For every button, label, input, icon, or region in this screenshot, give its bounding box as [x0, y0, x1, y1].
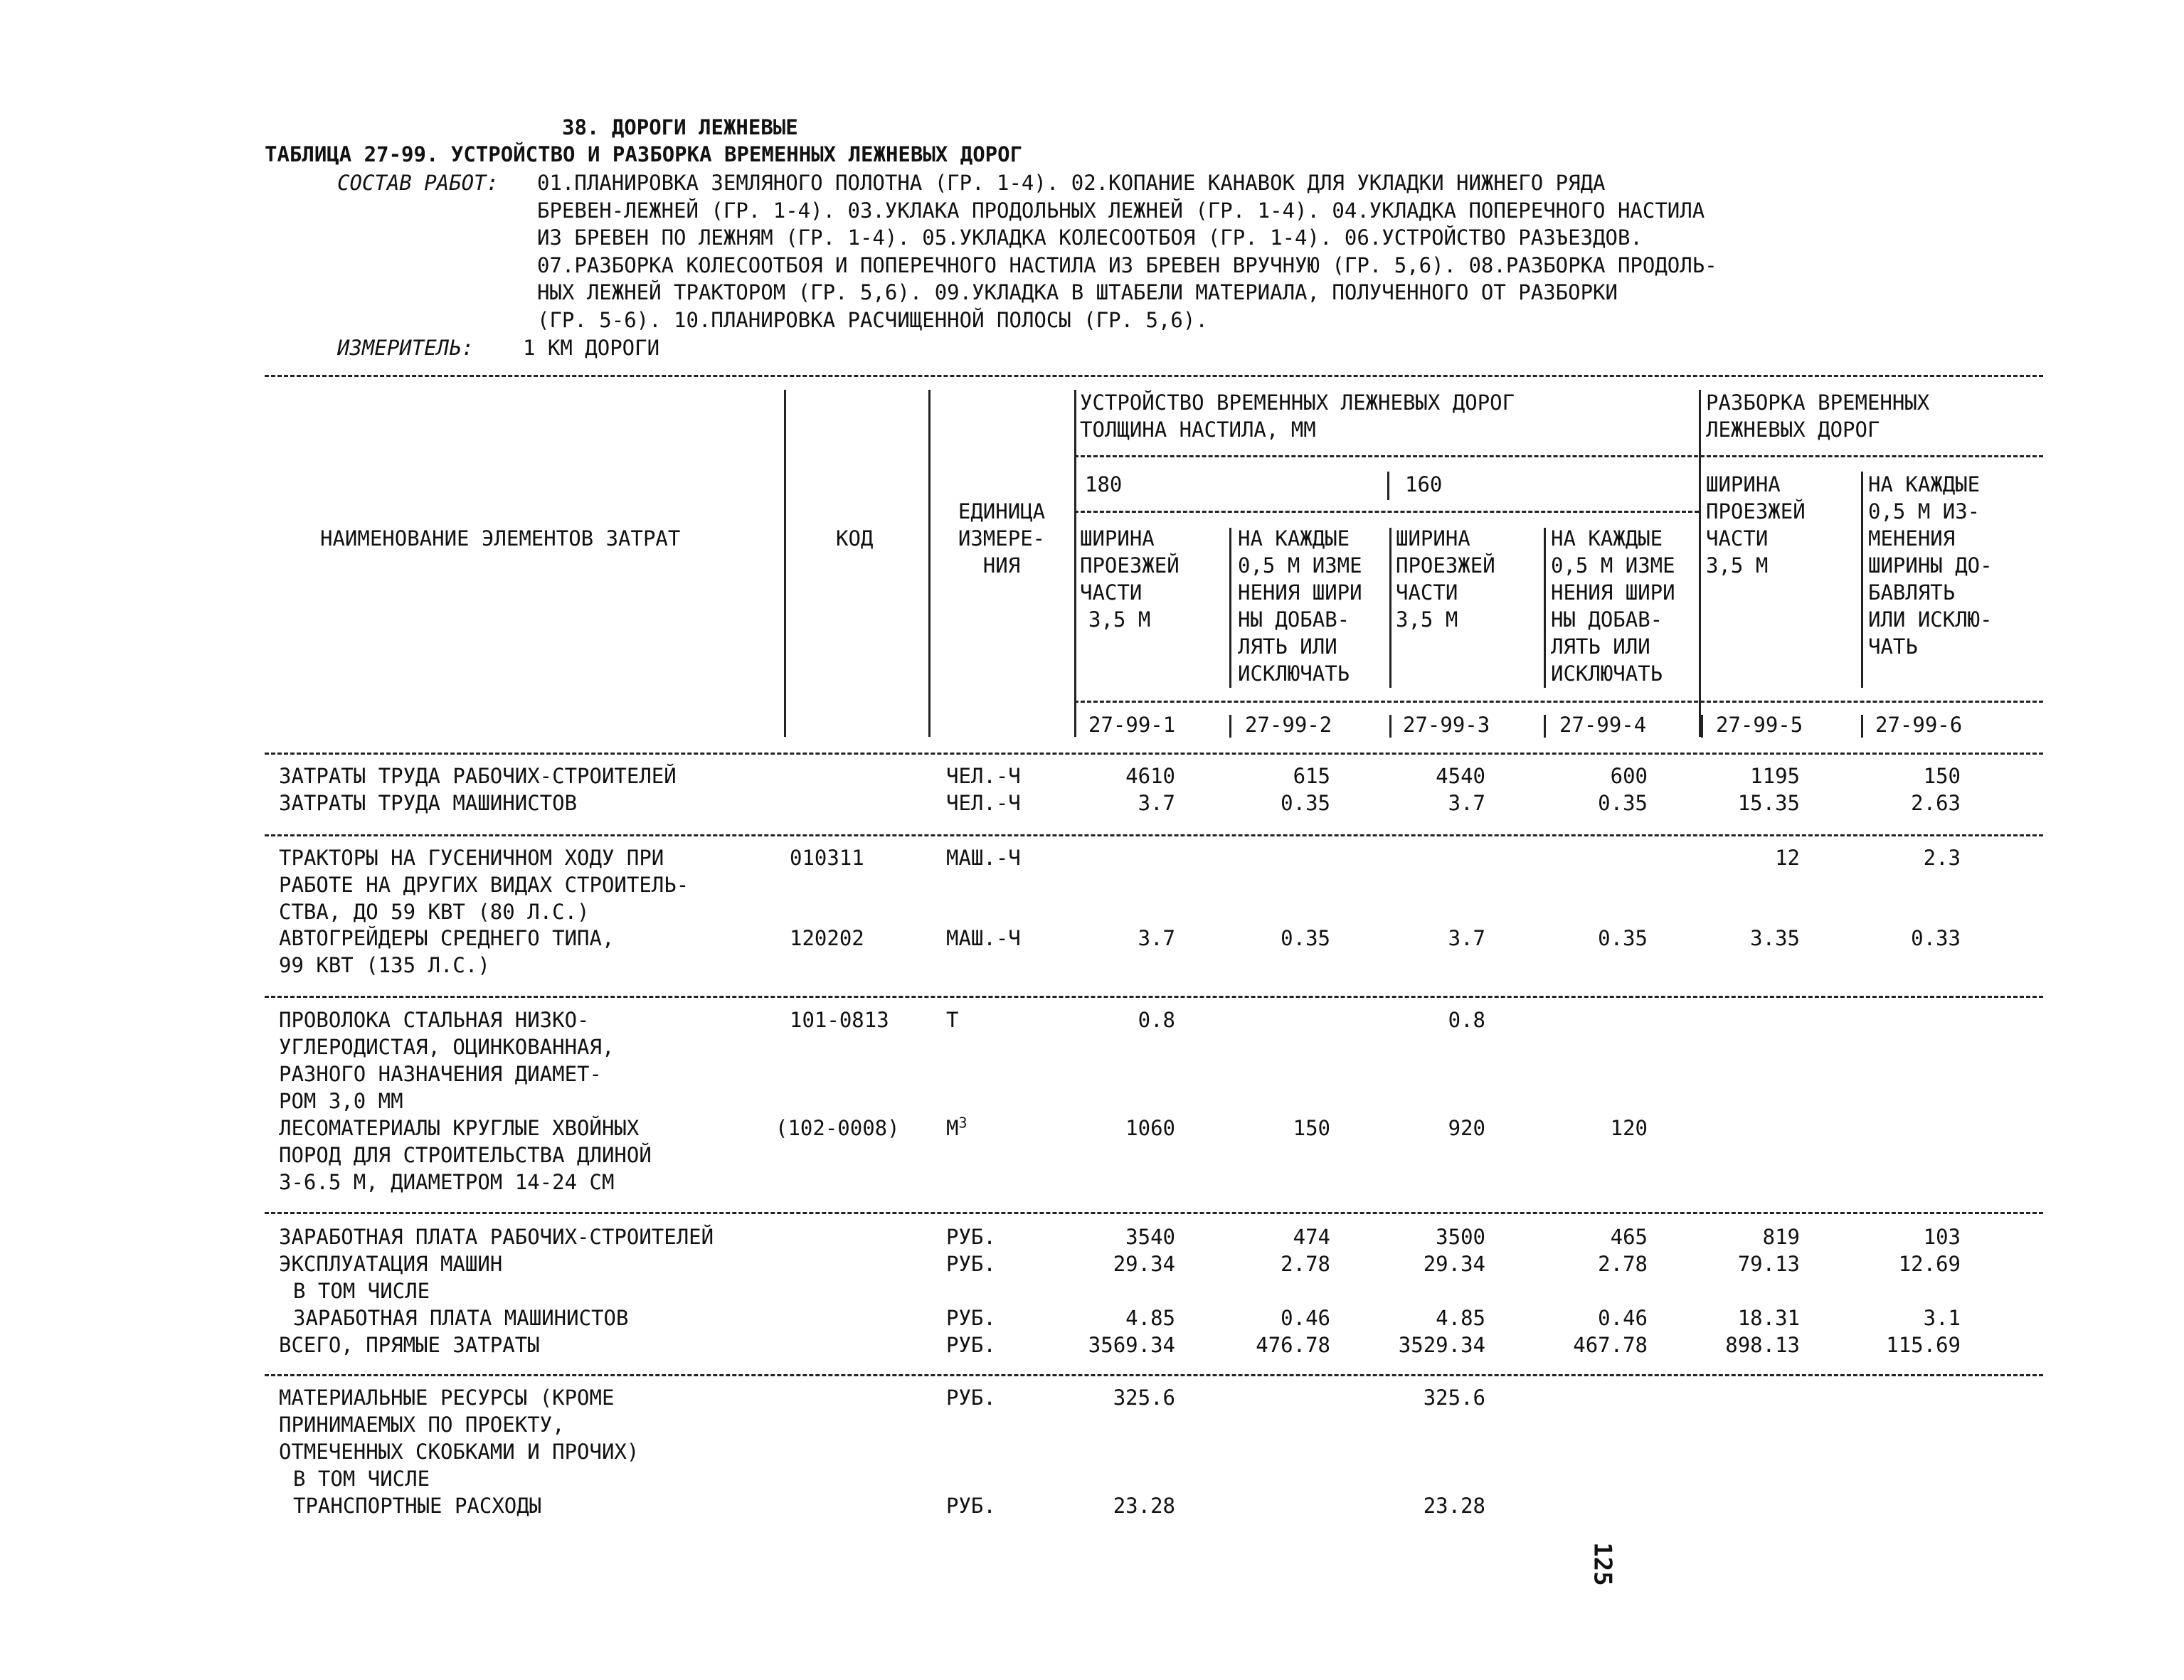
header-group-b-line: РАЗБОРКА ВРЕМЕННЫХ	[1706, 390, 1930, 415]
row-value: 3.1	[1923, 1306, 1961, 1330]
col-rule-group-a	[1074, 390, 1076, 737]
col-rule-3	[1389, 528, 1391, 688]
row-name: ВСЕГО, ПРЯМЫЕ ЗАТРАТЫ	[279, 1333, 540, 1357]
header-col-line: НА КАЖДЫЕ	[1238, 526, 1350, 551]
row-value: 23.28	[1113, 1494, 1175, 1518]
row-value: 0.35	[1281, 791, 1330, 815]
row-unit-superscript: 3	[958, 1114, 968, 1132]
row-name: СТВА, ДО 59 КВТ (80 Л.С.)	[279, 900, 590, 924]
measure-label: ИЗМЕРИТЕЛЬ:	[337, 336, 475, 360]
header-col5-line: ЧАСТИ	[1706, 526, 1769, 551]
row-code: 120202	[790, 926, 864, 950]
row-value: 29.34	[1113, 1252, 1175, 1276]
row-value: 2.3	[1923, 846, 1961, 870]
works-line: 01.ПЛАНИРОВКА ЗЕМЛЯНОГО ПОЛОТНА (ГР. 1-4). 02.КОПАНИЕ КАНАВОК ДЛЯ УКЛАДКИ НИЖНЕГО РЯДА	[537, 171, 1606, 195]
row-unit-text: М	[946, 1116, 959, 1140]
table-top-rule	[265, 375, 2043, 377]
col-rule-unit	[928, 390, 931, 737]
col-rule-group-b	[1699, 390, 1701, 737]
header-col6-line: ИЛИ ИСКЛЮ-	[1868, 607, 1993, 632]
row-value: 1060	[1125, 1116, 1175, 1140]
header-col6-line: НА КАЖДЫЕ	[1868, 472, 1981, 496]
row-unit	[946, 1384, 996, 1411]
column-code: 27-99-1	[1088, 713, 1176, 737]
row-value: 325.6	[1113, 1386, 1175, 1410]
row-value: 150	[1923, 764, 1961, 788]
header-col-line: 3,5 М	[1088, 607, 1151, 632]
row-unit	[946, 790, 1021, 817]
row-name: ЗАТРАТЫ ТРУДА РАБОЧИХ-СТРОИТЕЛЕЙ	[279, 764, 677, 788]
row-value: 4540	[1436, 764, 1485, 788]
row-code: 101-0813	[790, 1008, 889, 1032]
works-line: БРЕВЕН-ЛЕЖНЕЙ (ГР. 1-4). 03.УКЛАКА ПРОДОЛЬНЫХ ЛЕЖНЕЙ (ГР. 1-4). 04.УКЛАДКА ПОПЕРЕЧНОГО НАСТИЛА	[537, 198, 1705, 223]
code-rule-4	[1544, 715, 1546, 738]
header-col6-line: МЕНЕНИЯ	[1868, 526, 1956, 551]
row-value: 0.46	[1598, 1306, 1648, 1330]
works-line: НЫХ ЛЕЖНЕЙ ТРАКТОРОМ (ГР. 5,6). 09.УКЛАДКА В ШТАБЕЛИ МАТЕРИАЛА, ПОЛУЧЕННОГО ОТ РАЗБОРКИ	[537, 280, 1618, 304]
row-name: В ТОМ ЧИСЛЕ	[293, 1279, 430, 1303]
row-value: 600	[1610, 764, 1648, 788]
row-value: 3.7	[1138, 791, 1175, 815]
header-col-line: ЛЯТЬ ИЛИ	[1551, 634, 1650, 659]
header-col-line: ИСКЛЮЧАТЬ	[1238, 661, 1350, 686]
header-col6-line: 0,5 М ИЗ-	[1868, 499, 1981, 523]
works-line: ИЗ БРЕВЕН ПО ЛЕЖНЯМ (ГР. 1-4). 05.УКЛАДКА КОЛЕСООТБОЯ (ГР. 1-4). 06.УСТРОЙСТВО РАЗЪЕЗДОВ.	[537, 225, 1643, 250]
col-rule-4	[1544, 528, 1546, 688]
row-value: 3569.34	[1088, 1333, 1175, 1357]
header-unit-line: НИЯ	[982, 553, 1021, 578]
row-value: 819	[1762, 1225, 1800, 1249]
row-value: 0.35	[1598, 926, 1648, 950]
row-value: 2.63	[1911, 791, 1961, 815]
row-name: ЭКСПЛУАТАЦИЯ МАШИН	[279, 1252, 503, 1276]
row-unit-text: ЧЕЛ.-Ч	[946, 764, 1021, 788]
row-name: РОМ 3,0 ММ	[279, 1089, 403, 1113]
row-unit-text: РУБ.	[946, 1386, 996, 1410]
row-value: 103	[1923, 1225, 1961, 1249]
row-value: 3500	[1436, 1225, 1485, 1249]
row-unit	[946, 844, 1021, 871]
header-thickness-180: 180	[1085, 472, 1123, 496]
row-name: ЛЕСОМАТЕРИАЛЫ КРУГЛЫЕ ХВОЙНЫХ	[279, 1116, 640, 1140]
row-value: 79.13	[1737, 1252, 1800, 1276]
row-value: 0.46	[1281, 1306, 1330, 1330]
row-value: 2.78	[1598, 1252, 1648, 1276]
code-rule-2	[1229, 715, 1231, 738]
row-value: 2.78	[1281, 1252, 1330, 1276]
row-value: 467.78	[1573, 1333, 1648, 1357]
row-value: 474	[1293, 1225, 1330, 1249]
measure-value: 1 КМ ДОРОГИ	[523, 336, 660, 360]
col-rule-2	[1229, 528, 1231, 688]
row-value: 1195	[1750, 764, 1800, 788]
header-group-a-line: УСТРОЙСТВО ВРЕМЕННЫХ ЛЕЖНЕВЫХ ДОРОГ	[1080, 390, 1515, 415]
header-col5-line: ПРОЕЗЖЕЙ	[1706, 499, 1806, 523]
header-group-b-line: ЛЕЖНЕВЫХ ДОРОГ	[1706, 418, 1880, 442]
row-code: (102-0008)	[775, 1116, 900, 1140]
row-value: 0.8	[1448, 1008, 1485, 1032]
row-value: 0.35	[1598, 791, 1648, 815]
code-rule-6	[1861, 715, 1863, 738]
header-col5-line: 3,5 М	[1706, 553, 1769, 578]
header-col-line: ЧАСТИ	[1396, 580, 1458, 605]
row-unit	[946, 1304, 996, 1331]
row-name: ПРИНИМАЕМЫХ ПО ПРОЕКТУ,	[279, 1413, 565, 1437]
header-rule-codes	[1074, 701, 2043, 703]
row-unit	[946, 1223, 996, 1250]
row-value: 898.13	[1725, 1333, 1800, 1357]
row-value: 4.85	[1125, 1306, 1175, 1330]
header-unit-line: ИЗМЕРЕ-	[958, 526, 1046, 551]
header-col-line: НЕНИЯ ШИРИ	[1551, 580, 1675, 605]
group-rule-1	[265, 834, 2043, 836]
header-col-line: ИСКЛЮЧАТЬ	[1551, 661, 1663, 686]
row-value: 15.35	[1737, 791, 1800, 815]
table-title: ТАБЛИЦА 27-99. УСТРОЙСТВО И РАЗБОРКА ВРЕМЕННЫХ ЛЕЖНЕВЫХ ДОРОГ	[265, 142, 1023, 166]
code-rule-5	[1701, 715, 1703, 738]
row-value: 3540	[1125, 1225, 1175, 1249]
row-unit	[946, 925, 1021, 952]
row-value: 476.78	[1256, 1333, 1330, 1357]
row-value: 920	[1448, 1116, 1485, 1140]
col-rule-6	[1861, 472, 1863, 688]
column-code: 27-99-3	[1403, 713, 1490, 737]
group-rule-2	[265, 996, 2043, 998]
row-unit	[946, 1331, 996, 1359]
header-col-line: ЛЯТЬ ИЛИ	[1238, 634, 1337, 659]
row-name: РАЗНОГО НАЗНАЧЕНИЯ ДИАМЕТ-	[279, 1062, 602, 1086]
row-value: 0.8	[1138, 1008, 1175, 1032]
group-rule-3	[265, 1212, 2043, 1214]
row-name: 3-6.5 М, ДИАМЕТРОМ 14-24 СМ	[279, 1170, 615, 1194]
header-col6-line: ШИРИНЫ ДО-	[1868, 553, 1993, 578]
row-value: 3.35	[1750, 926, 1800, 950]
header-thickness-160: 160	[1405, 472, 1443, 496]
header-col-line: 0,5 М ИЗМЕ	[1238, 553, 1362, 578]
header-bottom-rule	[265, 753, 2043, 755]
row-unit-text: МАШ.-Ч	[946, 846, 1021, 870]
column-code: 27-99-5	[1716, 713, 1803, 737]
column-code: 27-99-4	[1559, 713, 1647, 737]
row-value: 115.69	[1886, 1333, 1961, 1357]
row-name: АВТОГРЕЙДЕРЫ СРЕДНЕГО ТИПА,	[279, 926, 615, 950]
row-value: 325.6	[1423, 1386, 1485, 1410]
row-unit-text: РУБ.	[946, 1252, 996, 1276]
column-code: 27-99-6	[1875, 713, 1963, 737]
row-value: 3529.34	[1398, 1333, 1485, 1357]
row-unit	[946, 1250, 996, 1277]
header-col-line: 0,5 М ИЗМЕ	[1551, 553, 1675, 578]
header-col-line: ПРОЕЗЖЕЙ	[1080, 553, 1180, 578]
row-unit-text: ЧЕЛ.-Ч	[946, 791, 1021, 815]
section-title: 38. ДОРОГИ ЛЕЖНЕВЫЕ	[562, 115, 798, 139]
row-name: ЗАРАБОТНАЯ ПЛАТА МАШИНИСТОВ	[293, 1306, 629, 1330]
row-value: 4.85	[1436, 1306, 1485, 1330]
row-value: 0.35	[1281, 926, 1330, 950]
row-name: ПРОВОЛОКА СТАЛЬНАЯ НИЗКО-	[279, 1008, 590, 1032]
col-rule-code	[784, 390, 786, 737]
row-unit-text: МАШ.-Ч	[946, 926, 1021, 950]
row-name: 99 КВТ (135 Л.С.)	[279, 953, 490, 977]
row-unit-text: РУБ.	[946, 1494, 996, 1518]
row-name: РАБОТЕ НА ДРУГИХ ВИДАХ СТРОИТЕЛЬ-	[279, 873, 689, 897]
header-unit-line: ЕДИНИЦА	[958, 499, 1046, 523]
row-unit	[946, 1115, 968, 1142]
row-value: 3.7	[1138, 926, 1175, 950]
row-code: 010311	[790, 846, 864, 870]
row-name: МАТЕРИАЛЬНЫЕ РЕСУРСЫ (КРОМЕ	[279, 1386, 615, 1410]
row-name: ОТМЕЧЕННЫХ СКОБКАМИ И ПРОЧИХ)	[279, 1440, 640, 1464]
works-line: (ГР. 5-6). 10.ПЛАНИРОВКА РАСЧИЩЕННОЙ ПОЛОСЫ (ГР. 5,6).	[537, 307, 1208, 332]
row-name: ЗАРАБОТНАЯ ПЛАТА РАБОЧИХ-СТРОИТЕЛЕЙ	[279, 1225, 714, 1249]
header-col-line: ШИРИНА	[1396, 526, 1470, 551]
header-rule-thickness	[1074, 511, 1699, 513]
header-col-line: НЫ ДОБАВ-	[1238, 607, 1350, 632]
header-code: КОД	[836, 526, 874, 551]
row-unit	[946, 762, 1021, 790]
row-name: ЗАТРАТЫ ТРУДА МАШИНИСТОВ	[279, 791, 578, 815]
col-rule-160	[1387, 472, 1389, 500]
header-rule-top	[1074, 455, 2043, 457]
header-col-line: НА КАЖДЫЕ	[1551, 526, 1663, 551]
header-col-line: ПРОЕЗЖЕЙ	[1396, 553, 1495, 578]
row-unit	[946, 1006, 958, 1033]
row-unit-text: Т	[946, 1008, 959, 1032]
header-col6-line: БАВЛЯТЬ	[1868, 580, 1956, 605]
row-value: 29.34	[1423, 1252, 1485, 1276]
row-unit-text: РУБ.	[946, 1306, 996, 1330]
code-rule-3	[1389, 715, 1391, 738]
row-value: 18.31	[1737, 1306, 1800, 1330]
header-col-line: НЕНИЯ ШИРИ	[1238, 580, 1362, 605]
row-value: 12.69	[1898, 1252, 1961, 1276]
header-col-line: ЧАСТИ	[1080, 580, 1143, 605]
row-name: ТРАНСПОРТНЫЕ РАСХОДЫ	[293, 1494, 542, 1518]
header-col-line: НЫ ДОБАВ-	[1551, 607, 1663, 632]
header-col6-line: ЧАТЬ	[1868, 634, 1918, 659]
row-value: 150	[1293, 1116, 1330, 1140]
row-value: 12	[1775, 846, 1800, 870]
works-label: СОСТАВ РАБОТ:	[337, 171, 499, 195]
row-value: 465	[1610, 1225, 1648, 1249]
header-col5-line: ШИРИНА	[1706, 472, 1781, 496]
row-value: 4610	[1125, 764, 1175, 788]
row-value: 120	[1610, 1116, 1648, 1140]
row-unit-text: РУБ.	[946, 1333, 996, 1357]
header-group-a-line: ТОЛЩИНА НАСТИЛА, ММ	[1080, 418, 1316, 442]
row-unit-text: РУБ.	[946, 1225, 996, 1249]
row-name: УГЛЕРОДИСТАЯ, ОЦИНКОВАННАЯ,	[279, 1035, 615, 1059]
column-code: 27-99-2	[1245, 713, 1332, 737]
row-value: 3.7	[1448, 926, 1485, 950]
row-value: 23.28	[1423, 1494, 1485, 1518]
row-unit	[946, 1492, 996, 1519]
group-rule-4	[265, 1374, 2043, 1376]
header-col-line: 3,5 М	[1396, 607, 1458, 632]
works-line: 07.РАЗБОРКА КОЛЕСООТБОЯ И ПОПЕРЕЧНОГО НАСТИЛА ИЗ БРЕВЕН ВРУЧНУЮ (ГР. 5,6). 08.РАЗБОРКА ПРОДОЛЬ-	[537, 252, 1717, 277]
row-name: ТРАКТОРЫ НА ГУСЕНИЧНОМ ХОДУ ПРИ	[279, 846, 664, 870]
header-name: НАИМЕНОВАНИЕ ЭЛЕМЕНТОВ ЗАТРАТ	[320, 526, 681, 551]
row-value: 0.33	[1911, 926, 1961, 950]
row-name: ПОРОД ДЛЯ СТРОИТЕЛЬСТВА ДЛИНОЙ	[279, 1143, 652, 1167]
row-name: В ТОМ ЧИСЛЕ	[293, 1467, 430, 1491]
page-number: 125	[1588, 1542, 1617, 1586]
header-col-line: ШИРИНА	[1080, 526, 1155, 551]
row-value: 3.7	[1448, 791, 1485, 815]
row-value: 615	[1293, 764, 1330, 788]
